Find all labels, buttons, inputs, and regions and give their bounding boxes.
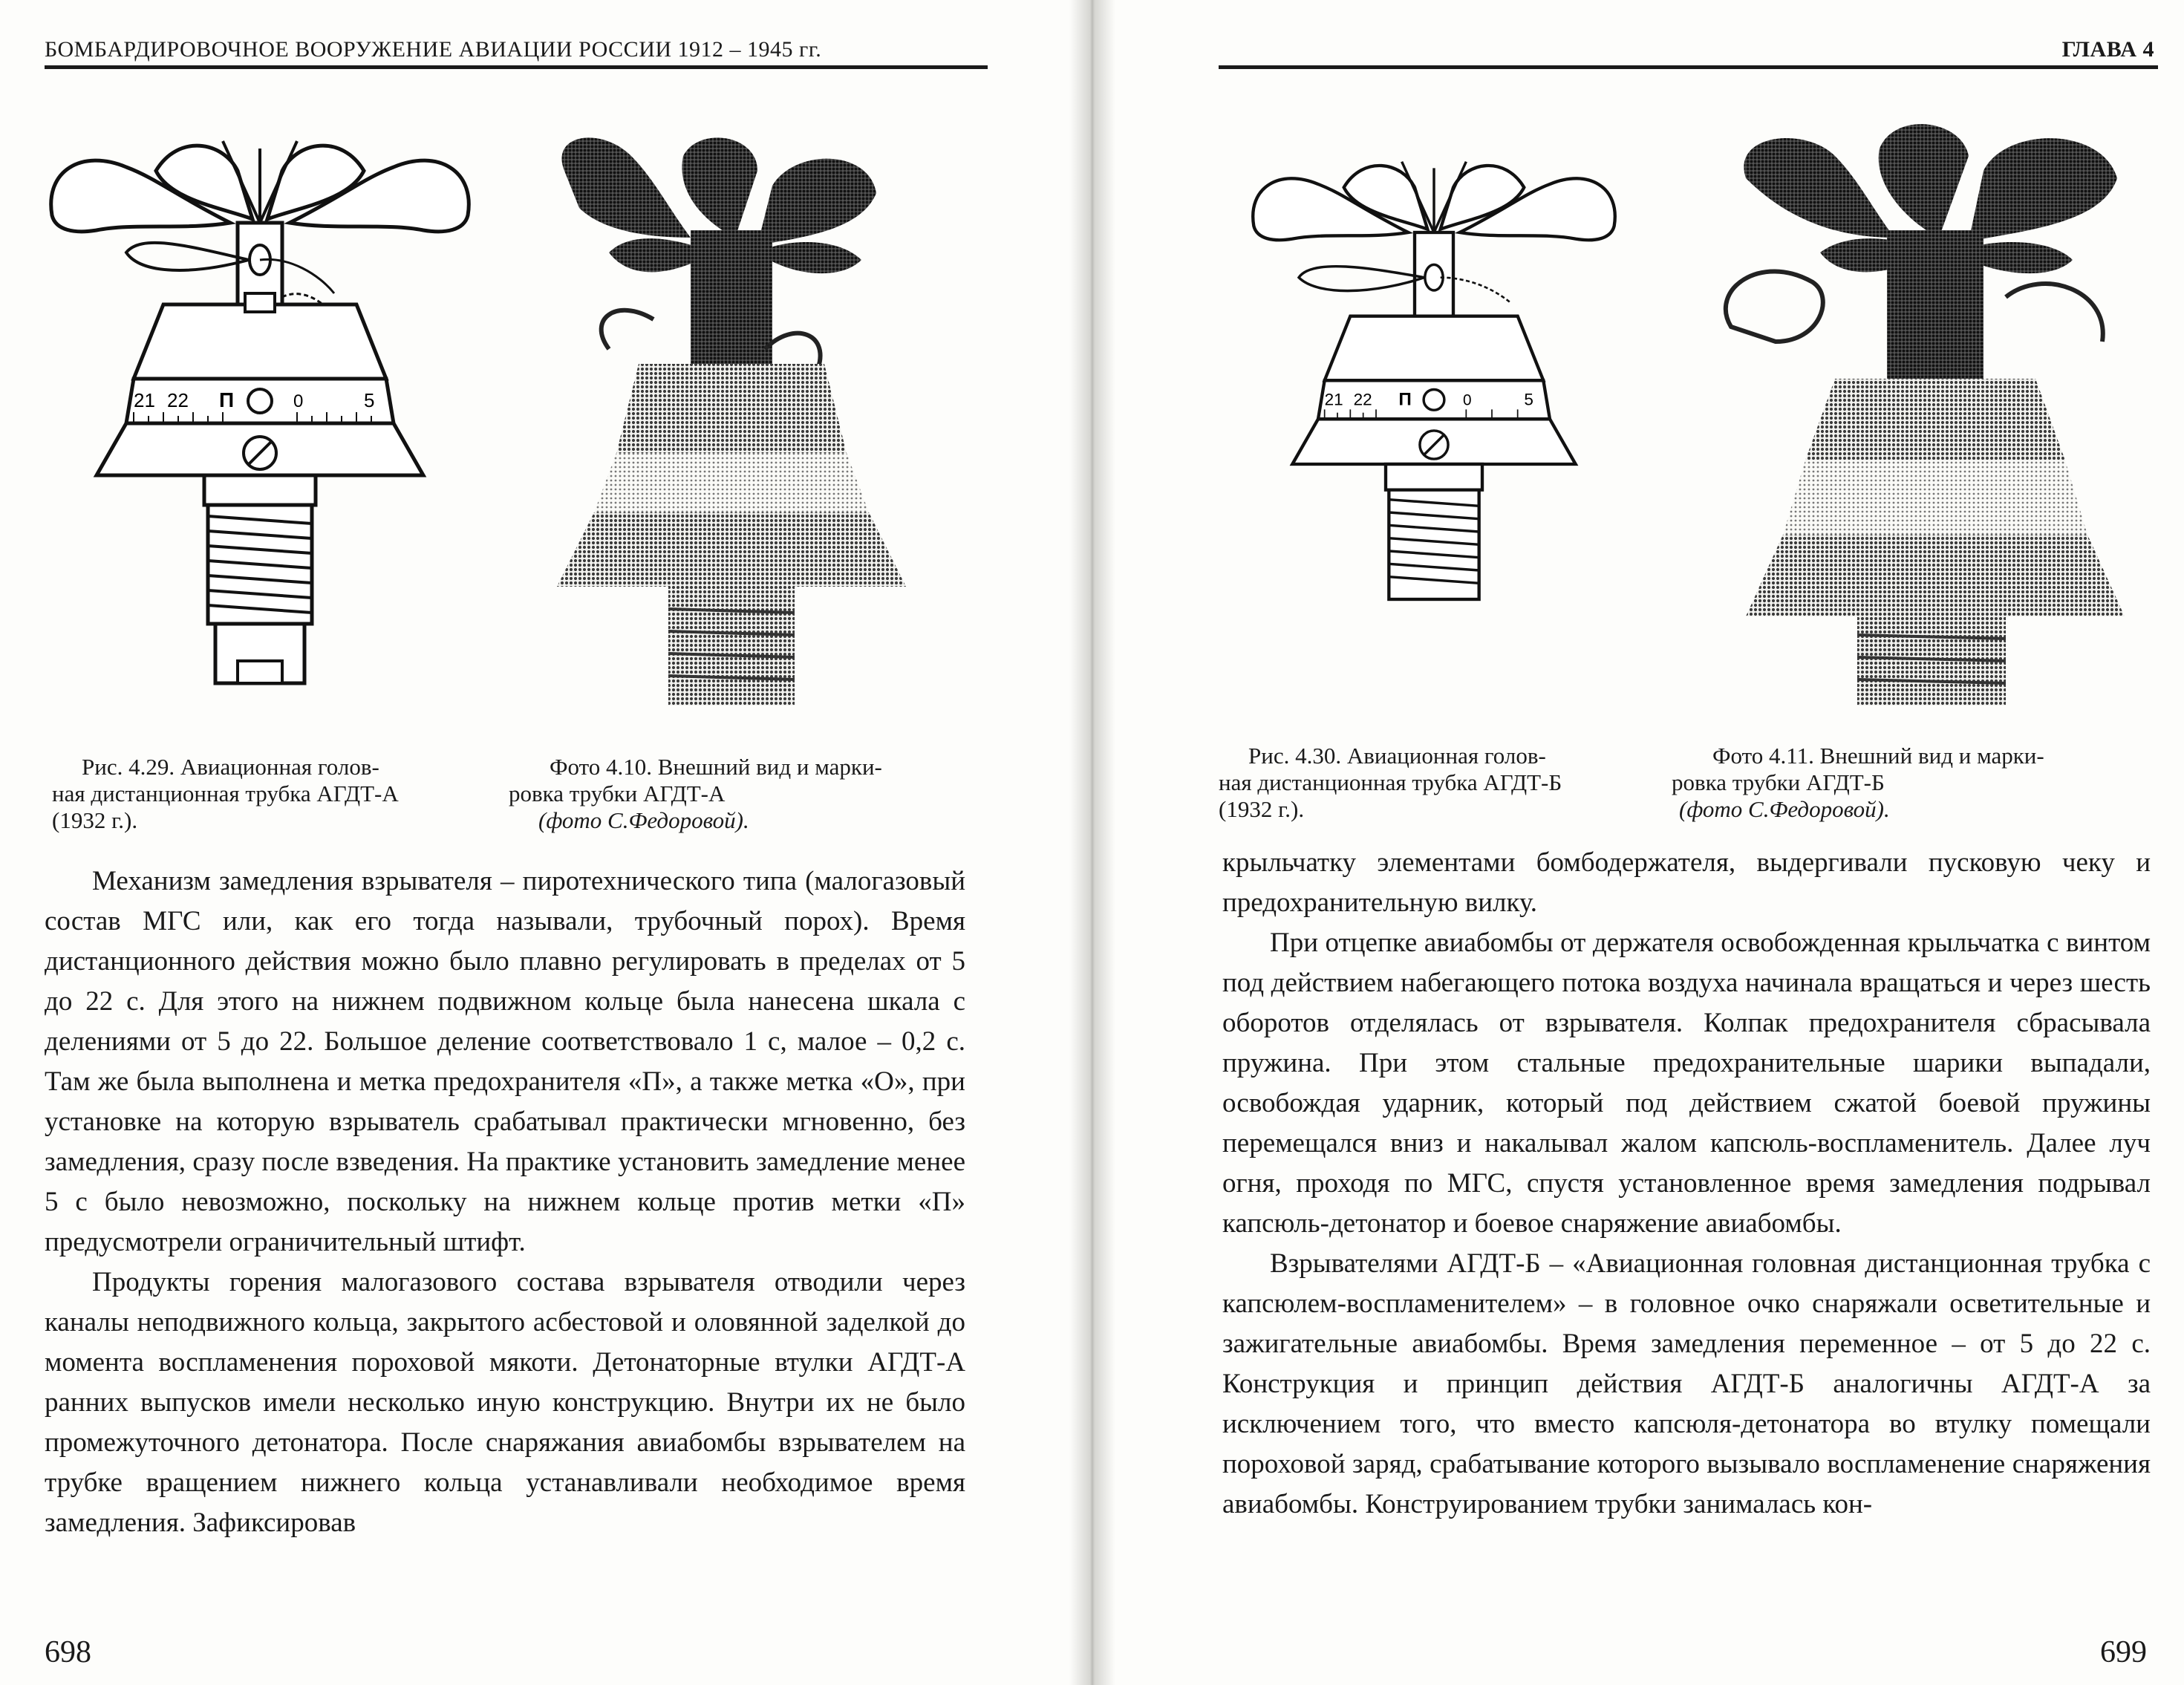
scale-label-0: 0	[1463, 391, 1472, 409]
caption-line: ная дистанционная трубка АГДТ-Б	[1219, 769, 1562, 795]
caption-line: Рис. 4.29. Авиационная голов-	[82, 754, 379, 780]
scale-label-5: 5	[364, 389, 375, 411]
caption-photo-4-10	[509, 754, 969, 834]
caption-photo-4-11	[1672, 743, 2147, 823]
scale-label-p: П	[219, 388, 235, 411]
caption-credit: (фото С.Федоровой).	[1679, 796, 1890, 822]
fuze-photo-agdt-a	[520, 126, 936, 713]
caption-line: ровка трубки АГДТ-Б	[1672, 769, 1885, 795]
running-head: ГЛАВА 4	[2061, 37, 2154, 62]
page-number: 699	[2100, 1635, 2147, 1669]
caption-line: Фото 4.10. Внешний вид и марки-	[550, 754, 882, 780]
fuze-drawing-agdt-b	[1241, 149, 1627, 683]
paragraph: Взрывателями АГДТ-Б – «Авиационная головная дистанционная трубка с капсюлем-воспламенителем» – в головное очко снаряжали осветительные и зажигательные авиабомбы. Время замедления переменное – от 5 до 22 с. Конструкция и принцип действия АГДТ-Б аналогичны АГДТ-А за исключением того, что вместо капсюля-детонатора во втулку помещали пороховой заряд, срабатывание которого вызывало воспламенение снаряжения авиабомбы. Конструированием трубки занималась кон-	[1222, 1248, 2151, 1519]
scale-label-21: 21	[1324, 390, 1343, 409]
paragraph: Продукты горения малогазового состава взрывателя отводили через каналы неподвижного кольца, закрытого асбестовой и оловянной заделкой до момента воспламенения пороховой мякоти. Детонаторные втулки АГДТ-А ранних выпусков имели несколько иную конструкцию. Внутри их не было промежуточного детонатора. После снаряжания авиабомбы взрывателем на трубке вращением нижнего кольца устанавливали необходимое время замедления. Зафиксировав	[45, 1267, 965, 1538]
running-head: БОМБАРДИРОВОЧНОЕ ВООРУЖЕНИЕ АВИАЦИИ РОССИИ 1912 – 1945 гг.	[45, 37, 822, 62]
caption-credit: (фото С.Федоровой).	[538, 807, 749, 833]
fuze-photo-agdt-b	[1686, 104, 2162, 713]
left-body-text	[45, 861, 965, 1543]
header-rule	[1219, 65, 2158, 69]
page-number: 698	[45, 1635, 91, 1669]
scale-label-p: П	[1398, 389, 1412, 410]
caption-line: ная дистанционная трубка АГДТ-А	[52, 780, 399, 806]
header-rule	[45, 65, 988, 69]
caption-fig-4-29	[52, 754, 498, 834]
caption-line: (1932 г.).	[1219, 796, 1305, 822]
scale-label-22: 22	[1353, 390, 1372, 409]
right-page	[1092, 0, 2184, 1685]
scale-label-0: 0	[293, 391, 304, 411]
caption-fig-4-30	[1219, 743, 1664, 823]
paragraph: При отцепке авиабомбы от держателя освобожденная крыльчатка с винтом под действием набегающего потока воздуха начинала вращаться и через шесть оборотов отделялась от взрывателя. Колпак предохранителя сбрасывала пружина. При этом стальные предохранительные шарики выпадали, освобождая ударник, который под действием сжатой боевой пружины перемещался вниз и накалывал жалом капсюль-воспламенитель. Далее луч огня, проходя по МГС, спустя установленное время замедления подрывал капсюль-детонатор и боевое снаряжение авиабомбы.	[1222, 928, 2151, 1239]
paragraph: Механизм замедления взрывателя – пиротехнического типа (малогазовый состав МГС или, как его тогда называли, трубочный порох). Время дистанционного действия можно было плавно регулировать в пределах от 5 до 22 с. Для этого на нижнем подвижном кольце была нанесена шкала с делениями от 5 до 22. Большое деление соответствовало 1 с, малое – 0,2 с. Там же была выполнена и метка предохранителя «П», а также метка «О», при установке на которую взрыватель срабатывал практически мгновенно, без замедления, сразу после взведения. На практике установить замедление менее 5 с было невозможно, поскольку на нижнем кольце против метки «П» предусмотрели ограничительный штифт.	[45, 866, 965, 1257]
right-body-text	[1222, 843, 2151, 1525]
caption-line: Рис. 4.30. Авиационная голов-	[1248, 743, 1546, 769]
caption-line: ровка трубки АГДТ-А	[509, 780, 726, 806]
paragraph: крыльчатку элементами бомбодержателя, выдергивали пусковую чеку и предохранительную вилку.	[1222, 847, 2151, 918]
scale-label-21: 21	[134, 389, 155, 411]
scale-label-5: 5	[1524, 390, 1533, 409]
caption-line: (1932 г.).	[52, 807, 138, 833]
fuze-drawing-agdt-a	[37, 126, 483, 705]
scale-label-22: 22	[167, 389, 189, 411]
caption-line: Фото 4.11. Внешний вид и марки-	[1712, 743, 2044, 769]
